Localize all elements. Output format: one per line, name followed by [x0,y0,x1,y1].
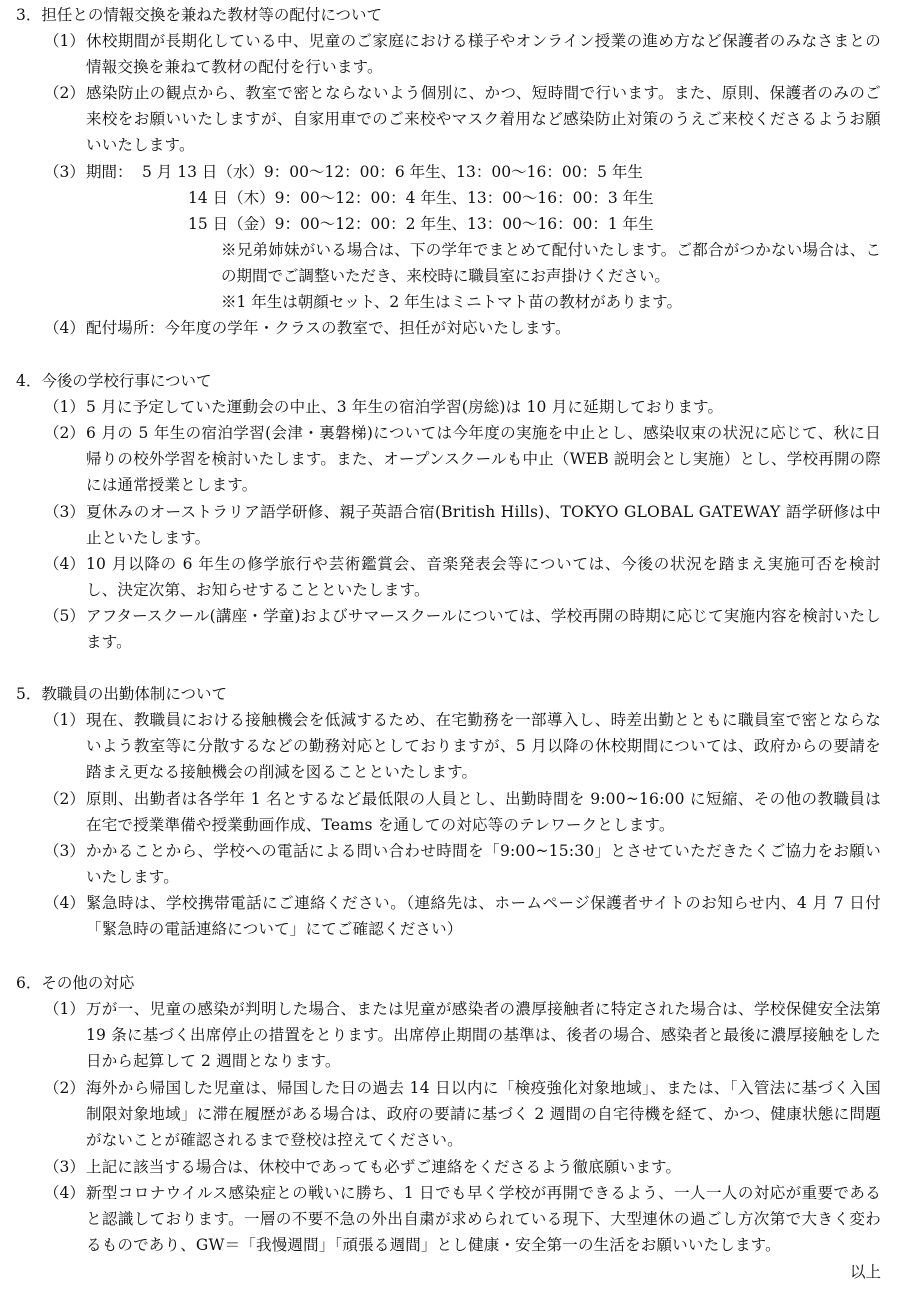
schedule-note: ※兄弟姉妹がいる場合は、下の学年でまとめて配付いたします。ご都合がつかない場合は、この期間でご調整いただき、来校時に職員室にお声掛けください。 [221,241,881,286]
item-text: 原則、出勤者は各学年 1 名とするなど最低限の人員とし、出勤時間を 9:00~16:00 に短縮、その他の教職員は在宅で授業準備や授業動画作成、Teams を通しての対応等のテレワークとします。 [86,790,881,835]
item-text: 休校期間が長期化している中、児童のご家庭における様子やオンライン授業の進め方など保護者のみなさまとの情報交換を兼ねて教材の配付を行います。 [86,32,881,77]
schedule-row: 15 日（金）9：00〜12：00：2 年生、13：00〜16：00：1 年生 [188,215,654,233]
item-number: （4） [44,1184,85,1202]
schedule-note: ※1 年生は朝顔セット、2 年生はミニトマト苗の教材があります。 [221,293,682,311]
item-number: （1） [44,1000,85,1018]
item-number: （4） [44,894,85,912]
item-number: （1） [44,398,85,416]
item-number: （4） [44,319,85,337]
item-text: 緊急時は、学校携帯電話にご連絡ください。（連絡先は、ホームページ保護者サイトのお知らせ内、4 月 7 日付「緊急時の電話連絡について」にてご確認ください） [86,894,881,939]
item-text: 万が一、児童の感染が判明した場合、または児童が感染者の濃厚接触者に特定された場合は、学校保健安全法第 19 条に基づく出席停止の措置をとります。出席停止期間の基準は、後者の場合、感染者と最後に濃厚接触をした日から起算して 2 週間となります。 [86,1000,881,1071]
item-text: 配付場所：今年度の学年・クラスの教室で、担任が対応いたします。 [86,319,571,337]
item-text: アフタースクール(講座・学童)およびサマースクールについては、学校再開の時期に応じて実施内容を検討いたします。 [86,607,881,652]
item-text: 6 月の 5 年生の宿泊学習(会津・裏磐梯)については今年度の実施を中止とし、感染収束の状況に応じて、秋に日帰りの校外学習を検討いたします。また、オープンスクールも中止（WEB 説明会とし実施）とし、学校再開の際には通常授業とします。 [86,424,881,495]
item-text: 10 月以降の 6 年生の修学旅行や芸術鑑賞会、音楽発表会等については、今後の状況を踏まえ実施可否を検討し、決定次第、お知らせすることといたします。 [86,555,881,600]
item-number: （5） [44,607,85,625]
section-heading: 3．担任との情報交換を兼ねた教材等の配付について [16,6,383,24]
item-text: かかることから、学校への電話による問い合わせ時間を「9:00~15:30」とさせていただきたくご協力をお願いいたします。 [86,842,881,887]
item-text: 現在、教職員における接触機会を低減するため、在宅勤務を一部導入し、時差出勤とともに職員室で密とならないよう教室等に分散するなどの勤務対応としておりますが、5 月以降の休校期間については、政府からの要請を踏まえ更なる接触機会の削減を図ることといたします。 [86,711,881,782]
item-text: 海外から帰国した児童は、帰国した日の過去 14 日以内に「検疫強化対象地域」、または、「入管法に基づく入国制限対象地域」に滞在履歴がある場合は、政府の要請に基づく 2 週間の自宅待機を経て、かつ、健康状態に問題がないことが確認されるまで登校は控えてください。 [86,1079,881,1150]
item-number: （1） [44,711,85,729]
item-text: 上記に該当する場合は、休校中であっても必ずご連絡をくださるよう徹底願います。 [86,1158,682,1176]
item-number: （2） [44,424,85,442]
item-text: 新型コロナウイルス感染症との戦いに勝ち、1 日でも早く学校が再開できるよう、一人一人の対応が重要であると認識しております。一層の不要不急の外出自粛が求められている現下、大型連休の過ごし方次第で大きく変わるものであり、GW＝「我慢週間」「頑張る週間」とし健康・安全第一の生活をお願いいたします。 [86,1184,881,1255]
closing-mark: 以上 [849,1263,881,1281]
section-heading: 5．教職員の出勤体制について [16,685,228,703]
item-number: （2） [44,790,85,808]
section-heading: 4．今後の学校行事について [16,372,212,390]
schedule-label: 期間： [86,163,133,181]
schedule-row: 5 月 13 日（水）9：00〜12：00：6 年生、13：00〜16：00：5 年生 [142,163,643,181]
section-heading: 6．その他の対応 [16,974,135,992]
item-text: 5 月に予定していた運動会の中止、3 年生の宿泊学習(房総)は 10 月に延期しております。 [86,398,724,416]
item-number: （1） [44,32,85,50]
item-text: 夏休みのオーストラリア語学研修、親子英語合宿(British Hills)、TOKYO GLOBAL GATEWAY 語学研修は中止といたします。 [86,503,881,548]
item-number: （3） [44,503,85,521]
item-number: （2） [44,1079,85,1097]
schedule-row: 14 日（木）9：00〜12：00：4 年生、13：00〜16：00：3 年生 [188,189,654,207]
item-number: （4） [44,555,85,573]
item-text: 感染防止の観点から、教室で密とならないよう個別に、かつ、短時間で行います。また、原則、保護者のみのご来校をお願いいたしますが、自家用車でのご来校やマスク着用など感染防止対策のうえご来校くださるようお願いいたします。 [86,84,881,155]
item-number: （3） [44,842,85,860]
item-number: （3） [44,163,85,181]
item-number: （2） [44,84,85,102]
item-number: （3） [44,1158,85,1176]
